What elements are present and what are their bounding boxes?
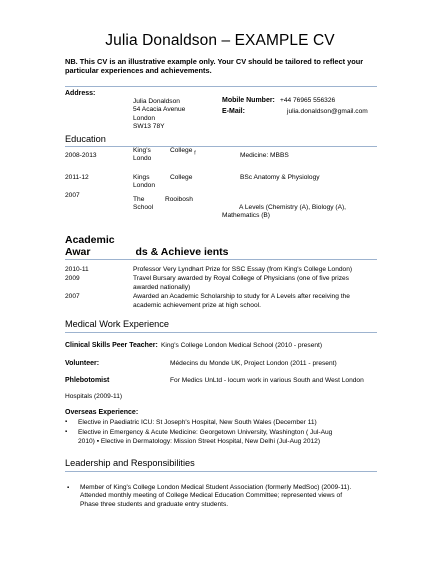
- role-text: For Medics UnLtd - locum work in various South and West London: [170, 377, 364, 384]
- email-link[interactable]: julia.donaldson@gmail.com: [287, 108, 368, 115]
- mobile-label: Mobile Number:: [222, 97, 275, 104]
- leadership-line: Attended monthly meeting of College Medical Education Committee; represented views of: [80, 492, 343, 500]
- overseas-item: ▪ Elective in Paediatric ICU: St Joseph's Hospital, New South Wales (December 11): [78, 419, 317, 426]
- awards-heading-line: Academic: [65, 234, 115, 246]
- qualification-line: A Levels (Chemistry (A), Biology (A),: [239, 204, 346, 211]
- institution-line: London: [133, 182, 156, 190]
- education-college: College: [170, 174, 193, 181]
- email-label: E-Mail:: [222, 108, 245, 115]
- role-text: King's College London Medical School (2010 - present): [161, 342, 323, 349]
- education-year: 2007: [65, 192, 80, 199]
- role-label: Clinical Skills Peer Teacher:: [65, 342, 158, 349]
- divider-awards: [65, 259, 377, 260]
- award-text: Travel Bursary awarded by Royal College of Physicians (one of five prizes: [133, 275, 349, 282]
- award-text: Awarded an Academic Scholarship to study for A Levels after receiving the: [133, 293, 350, 300]
- education-heading: Education: [65, 134, 106, 144]
- education-year: 2008-2013: [65, 152, 97, 159]
- address-block: [133, 98, 185, 131]
- awards-heading-part: ds & Achieve ients: [135, 246, 229, 258]
- address-line: 54 Acacia Avenue: [133, 106, 186, 114]
- nb-note: [65, 57, 395, 75]
- award-text: academic achievement prize at high school.: [133, 302, 261, 309]
- award-year: 2007: [65, 293, 80, 300]
- address-line: Julia Donaldson: [133, 98, 180, 105]
- overseas-label: Overseas Experience:: [65, 409, 139, 416]
- cv-title: Julia Donaldson – EXAMPLE CV: [105, 32, 335, 49]
- qualification-line: Mathematics (B): [222, 212, 270, 220]
- role-label: Volunteer:: [65, 360, 100, 367]
- institution-line: The: [133, 196, 145, 203]
- address-label: Address:: [65, 90, 96, 97]
- overseas-item-continued: 2010) ▪ Elective in Dermatology: Mission Street Hospital, New Delhi (Jul-Aug 2012): [78, 438, 321, 445]
- nb-note-line-2: particular experiences and achievements.: [65, 66, 212, 75]
- education-qualification: BSc Anatomy & Physiology: [240, 174, 320, 181]
- institution-line: Londo: [133, 155, 152, 163]
- education-institution: [133, 147, 151, 164]
- award-text: Professor Very Lyndhart Prize for SSC Essay (from King's College London): [133, 266, 353, 273]
- address-line: London: [133, 114, 156, 122]
- divider-education: [65, 146, 377, 147]
- divider-work: [65, 332, 377, 333]
- work-heading: Medical Work Experience: [65, 319, 169, 329]
- leadership-line: Member of King's College London Medical Student Association (formerly MedSoc) (2009-11).: [80, 484, 352, 491]
- college-word: College: [170, 147, 193, 154]
- education-institution: [133, 174, 155, 191]
- education-institution: [133, 196, 153, 213]
- education-college: Rooibosh: [165, 196, 193, 203]
- overseas-item: ▪ Elective in Emergency & Acute Medicine: Georgetown University, Washington ( Jul-Aug: [78, 429, 332, 436]
- education-qualification: [222, 204, 346, 221]
- nb-note-line-1: NB. This CV is an illustrative example only. Your CV should be tailored to reflect your: [65, 57, 364, 66]
- institution-line: School: [133, 204, 154, 212]
- mobile-value: +44 76965 556326: [280, 97, 336, 104]
- award-year: 2009: [65, 275, 80, 282]
- education-college: [170, 147, 196, 156]
- divider-top: [65, 86, 377, 87]
- role-label: Phlebotomist: [65, 377, 110, 384]
- institution-line: Kings: [133, 174, 150, 181]
- hospitals-line: Hospitals (2009-11): [65, 393, 123, 400]
- award-text: awarded nationally): [133, 284, 191, 291]
- role-text: Médecins du Monde UK, Project London (2011 - present): [170, 360, 337, 367]
- education-qualification: Medicine: MBBS: [240, 152, 289, 159]
- college-suffix: f: [194, 150, 196, 157]
- institution-line: King's: [133, 147, 151, 154]
- bullet-icon: ▪: [67, 485, 70, 491]
- leadership-line: Phase three students and graduate entry students.: [80, 500, 229, 508]
- leadership-item: [67, 484, 352, 509]
- leadership-heading: Leadership and Responsibilities: [65, 458, 195, 468]
- education-year: 2011-12: [65, 174, 89, 181]
- awards-heading: [65, 234, 228, 258]
- divider-leadership: [65, 471, 377, 472]
- awards-heading-part: Awar: [65, 246, 91, 258]
- address-line: SW13 78Y: [133, 122, 165, 130]
- award-year: 2010-11: [65, 266, 89, 273]
